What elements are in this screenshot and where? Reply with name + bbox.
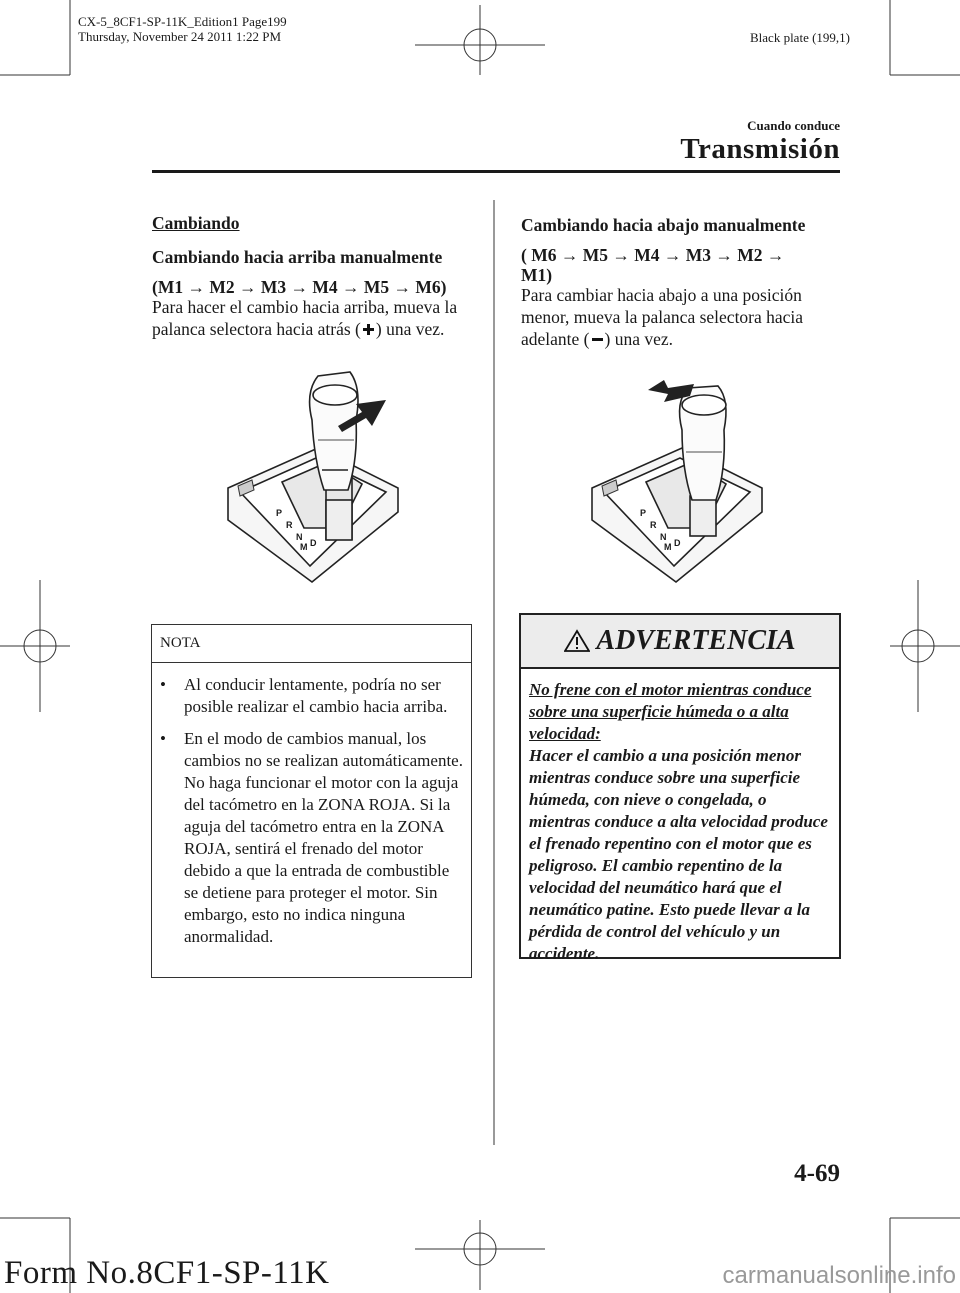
upshift-heading: Cambiando hacia arriba manualmente bbox=[152, 247, 443, 267]
form-number: Form No.8CF1-SP-11K bbox=[4, 1255, 330, 1291]
gate-label-n: N bbox=[296, 532, 303, 542]
page-title: Transmisión bbox=[680, 133, 840, 165]
section-heading: Cambiando bbox=[152, 213, 240, 233]
note-title: NOTA bbox=[152, 625, 471, 663]
warning-box bbox=[519, 613, 841, 963]
section-label: Cuando conduce bbox=[747, 118, 840, 133]
warning-triangle-icon bbox=[564, 629, 590, 653]
note-item: • En el modo de cambios manual, los cambios no se realizan automáticamente. No haga funcionar el motor con la aguja del tacómetro en la ZONA ROJA. Si la aguja del tacómetro entra en la ZONA ROJA, sentirá el frenado del motor debido a que la entrada de combustible se detiene para proteger el motor. Sin embargo, esto no indica ninguna anormalidad. bbox=[160, 729, 463, 946]
print-date-line: Thursday, November 24 2011 1:22 PM bbox=[78, 29, 282, 44]
warning-header bbox=[521, 615, 839, 669]
gate-label-m-right: M bbox=[664, 542, 672, 552]
upshift-text-before: Para hacer el cambio hacia arriba, mueva la palanca selectora hacia atrás ( bbox=[152, 297, 458, 339]
plate-label: Black plate (199,1) bbox=[750, 30, 850, 45]
gate-label-p: P bbox=[276, 508, 283, 518]
watermark: carmanualsonline.info bbox=[722, 1262, 956, 1289]
upshift-text-after: ) una vez. bbox=[375, 319, 445, 339]
downshift-text-before: Para cambiar hacia abajo a una posición menor, mueva la palanca selectora hacia adelante ( bbox=[521, 285, 804, 349]
downshift-sequence-1: ( M6 → M5 → M4 → M3 → M2 → bbox=[521, 245, 785, 265]
downshift-sequence-2: M1) bbox=[521, 265, 553, 285]
gate-label-r: R bbox=[286, 520, 293, 530]
upshift-sequence: (M1 → M2 → M3 → M4 → M5 → M6) bbox=[152, 277, 447, 297]
warning-text: Hacer el cambio a una posición menor mientras conduce sobre una superficie húmeda, con nieve o congelada, o mientras conduce a alta velocidad produce el frenado repentino con el motor que es peligroso. El cambio repentino de la velocidad del neumático hará que el neumático patine. Esto puede llevar a la pérdida de control del vehículo y un accidente. bbox=[529, 746, 828, 963]
gate-label-p-right: P bbox=[640, 508, 647, 518]
warning-lead: No frene con el motor mientras conduce sobre una superficie húmeda o a alta velocidad: bbox=[529, 680, 812, 743]
print-file-line: CX-5_8CF1-SP-11K_Edition1 Page199 bbox=[78, 14, 287, 29]
gate-label-d: D bbox=[310, 538, 317, 548]
gate-label-m: M bbox=[300, 542, 308, 552]
warning-body bbox=[521, 669, 839, 965]
downshift-text-after: ) una vez. bbox=[604, 329, 674, 349]
gate-label-d-right: D bbox=[674, 538, 681, 548]
note-item: • Al conducir lentamente, podría no ser posible realizar el cambio hacia arriba. bbox=[160, 675, 448, 716]
gate-label-r-right: R bbox=[650, 520, 657, 530]
downshift-heading: Cambiando hacia abajo manualmente bbox=[521, 215, 806, 235]
gate-label-n-right: N bbox=[660, 532, 667, 542]
warning-title: ADVERTENCIA bbox=[596, 625, 796, 656]
page-number: 4-69 bbox=[794, 1160, 840, 1187]
